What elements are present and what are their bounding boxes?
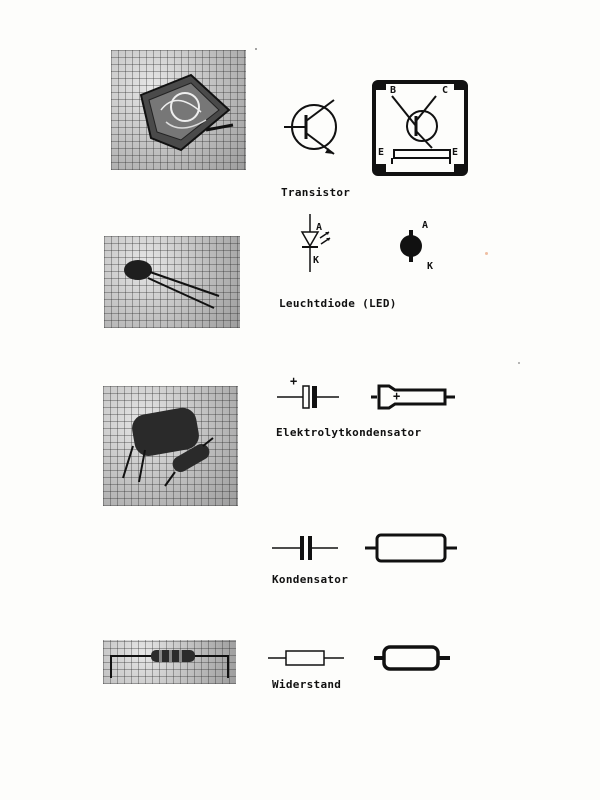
elko-schematic-symbol bbox=[277, 380, 339, 418]
elko-housing-symbol bbox=[371, 380, 455, 418]
led-photo bbox=[104, 236, 240, 328]
elko-label: Elektrolytkondensator bbox=[276, 426, 422, 439]
transistor-pin-e-left: E bbox=[378, 147, 385, 158]
led-symbol-anode-label: A bbox=[316, 222, 323, 233]
scan-speck bbox=[485, 252, 488, 255]
kondensator-housing-symbol bbox=[365, 531, 457, 569]
elko-photo bbox=[103, 386, 238, 506]
transistor-pin-b: B bbox=[390, 85, 397, 96]
scan-speck bbox=[255, 48, 257, 50]
elko-housing-polarity: + bbox=[393, 389, 401, 403]
transistor-pin-e-right: E bbox=[452, 147, 459, 158]
widerstand-photo bbox=[103, 640, 236, 684]
widerstand-label: Widerstand bbox=[272, 678, 342, 691]
led-housing-anode-label: A bbox=[422, 220, 429, 231]
kondensator-schematic-symbol bbox=[272, 533, 338, 567]
transistor-housing-symbol bbox=[370, 78, 470, 182]
kondensator-label: Kondensator bbox=[272, 573, 349, 586]
led-symbol-cathode-label: K bbox=[313, 255, 320, 266]
elko-symbol-polarity: + bbox=[290, 374, 298, 388]
transistor-photo bbox=[111, 50, 246, 170]
led-label: Leuchtdiode (LED) bbox=[279, 297, 397, 310]
led-housing-cathode-label: K bbox=[427, 261, 434, 272]
widerstand-housing-symbol bbox=[374, 643, 450, 677]
widerstand-schematic-symbol bbox=[268, 648, 344, 672]
led-housing-symbol bbox=[396, 226, 426, 270]
scan-speck bbox=[518, 362, 520, 364]
transistor-pin-c: C bbox=[442, 85, 449, 96]
transistor-schematic-symbol bbox=[284, 97, 344, 161]
transistor-label: Transistor bbox=[281, 186, 351, 199]
